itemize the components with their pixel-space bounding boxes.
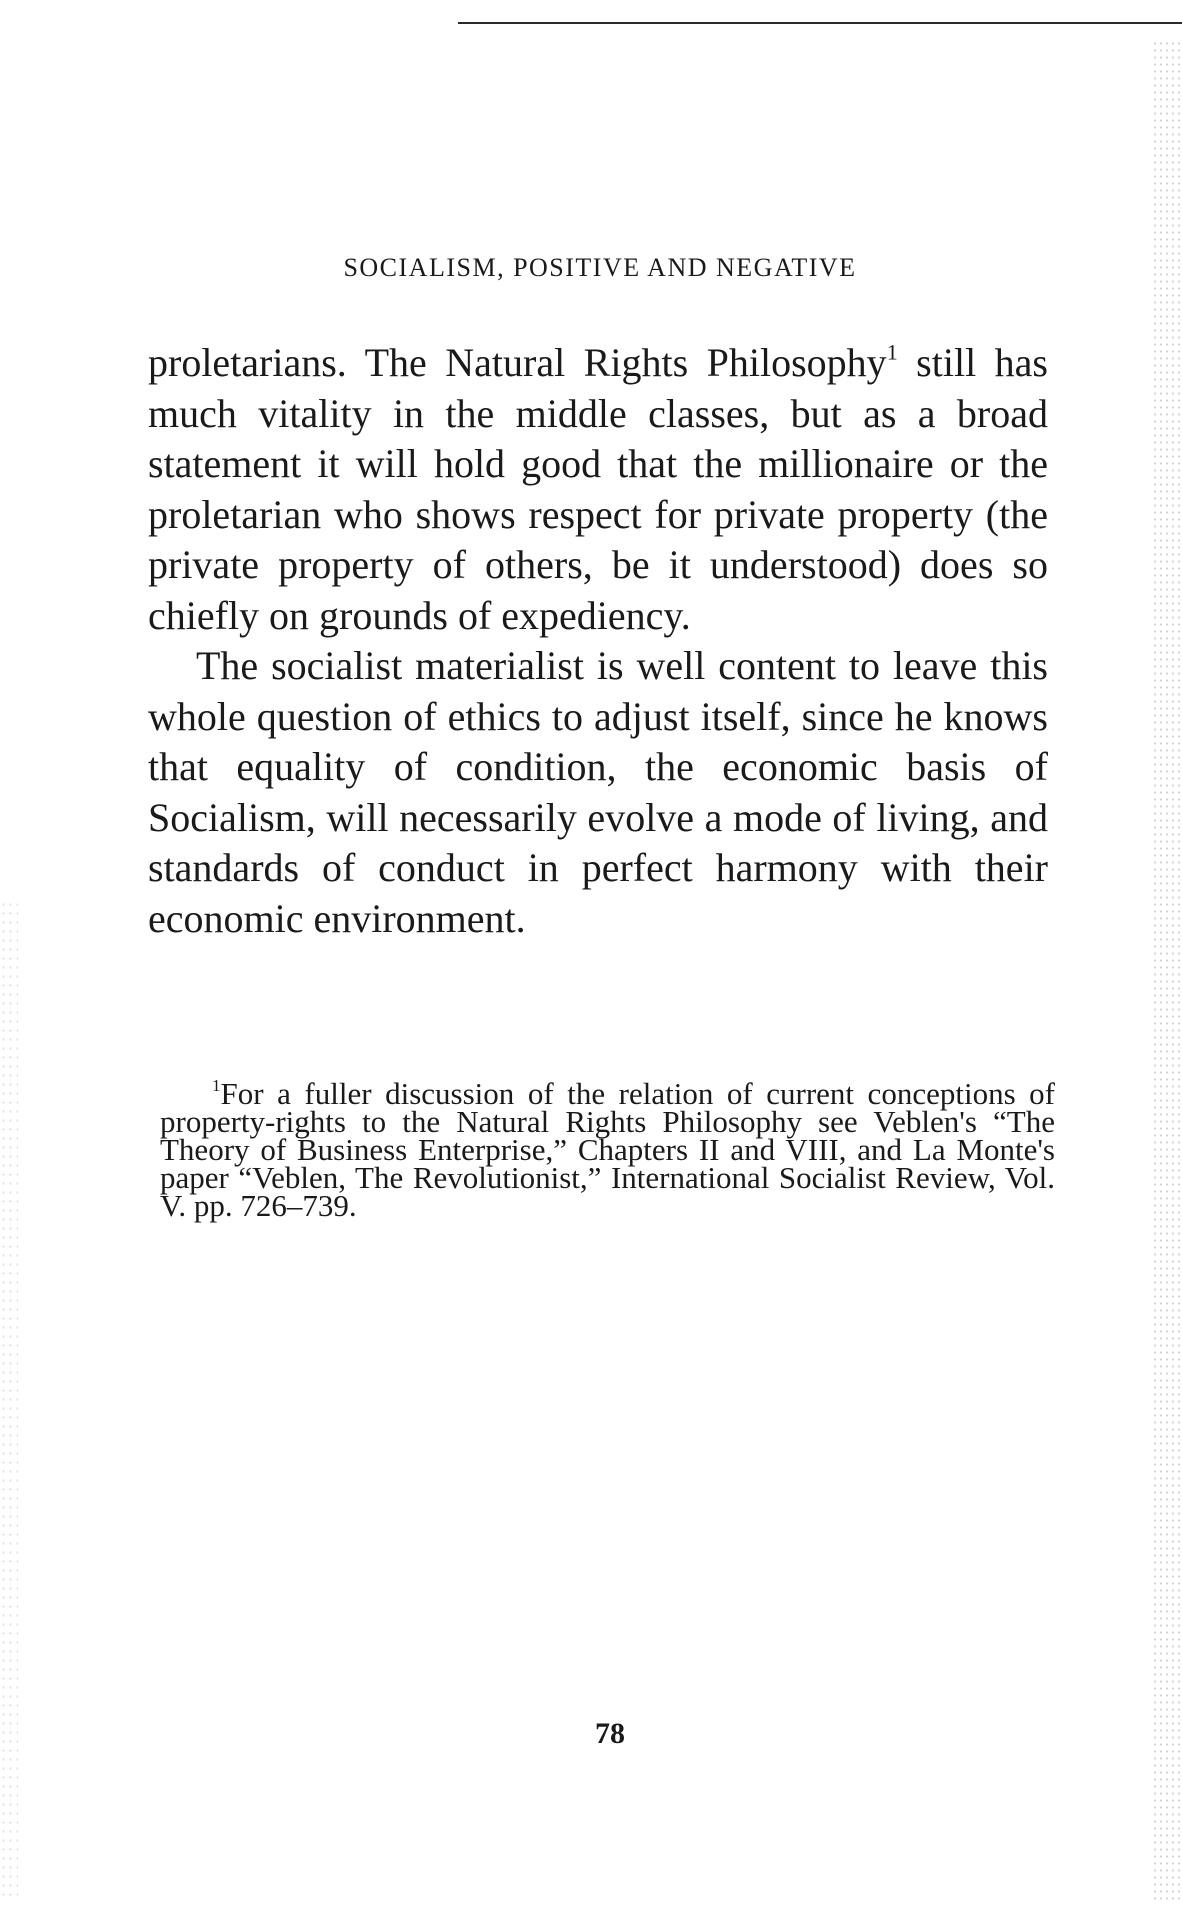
footnote [160,1076,1055,1223]
page-edge-texture [1152,40,1182,1900]
footnote-marker: 1 [212,1076,221,1096]
footnote-reference: 1 [886,339,898,365]
page-edge-texture-left [0,900,18,1900]
footnote-text: For a fuller discussion of the relation of current conceptions of property-rights to the Natural Rights Philosophy see Veblen's “The Theory of Business Enterprise,” Chapters II and VIII, and La Monte's paper “Veblen, The Revolutionist,” International Socialist Review, Vol. V. pp. 726–739. [160,1076,1055,1223]
paragraph-1-rest: still has much vitality in the middle classes, but as a broad statement it will hold good that the millionaire or the proletarian who shows respect for private property (the private property of others, be it understood) does so chiefly on grounds of expediency. [148,340,1049,638]
running-head: SOCIALISM, POSITIVE AND NEGATIVE [343,253,857,282]
body-text [148,338,1048,944]
paragraph-2: The socialist materialist is well content to leave this whole question of ethics to adjust itself, since he knows that equality of condition, the economic basis of Socialism, will necessarily evolve a mode of living, and standards of conduct in perfect harmony with their economic environment. [148,643,1048,941]
paragraph-1 [148,338,1048,641]
page-number: 78 [595,1717,625,1750]
paragraph-1-start: proletarians. The Natural Rights Philosophy [148,340,887,385]
top-rule [458,22,1182,24]
